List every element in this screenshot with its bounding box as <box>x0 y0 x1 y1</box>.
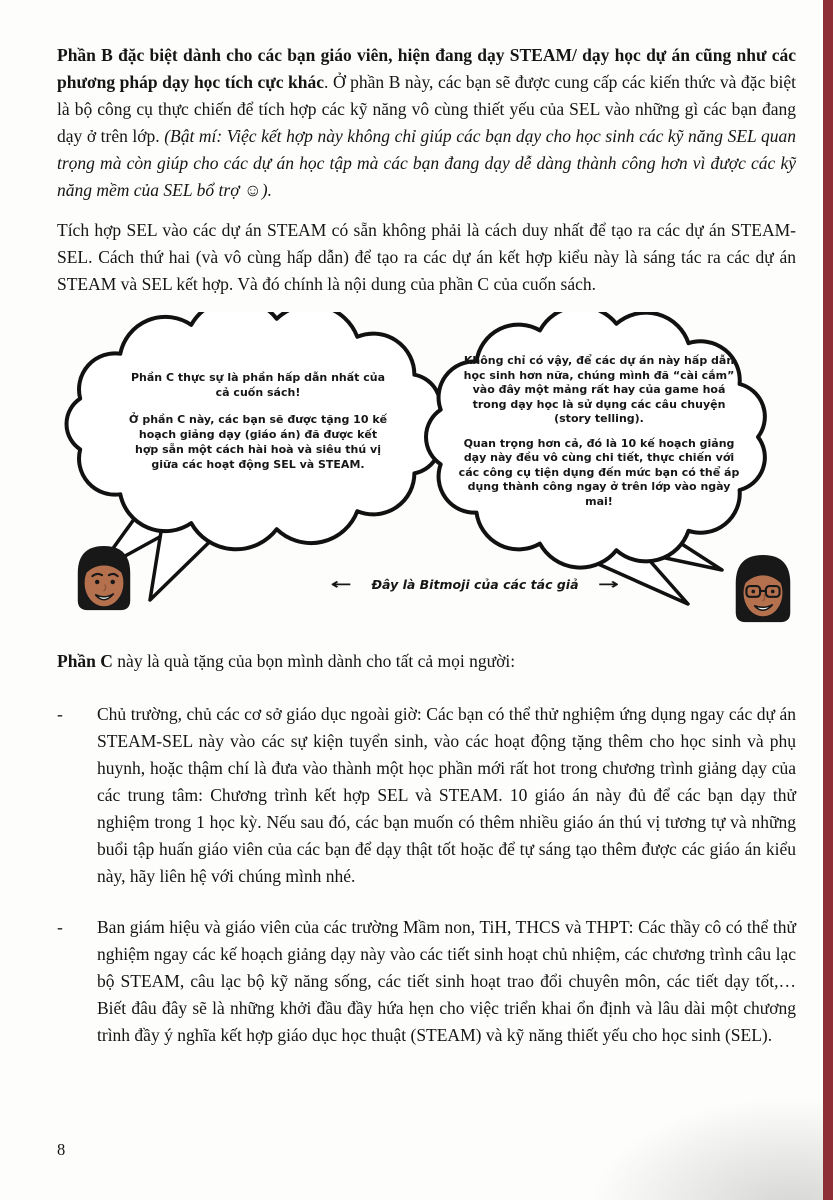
author-avatar-left <box>70 540 138 627</box>
part-c-lead-bold: Phần C <box>57 651 113 671</box>
page-edge-stripe <box>823 0 833 1200</box>
page-content <box>57 0 796 1049</box>
author-avatar-right <box>726 548 800 637</box>
arrow-right-icon: → <box>598 575 620 593</box>
part-b-italic-note: (Bật mí: Việc kết hợp này không chỉ giúp các bạn dạy cho học sinh các kỹ năng SEL quan trọng mà còn giúp cho các dự án học tập mà các bạn đang dạy dễ dàng thành công hơn vì được các kỹ năng mềm của SEL bổ trợ ☺). <box>57 126 796 200</box>
part-b-body-text: . Ở phần B này, các bạn sẽ được cung cấp các kiến thức và đặc biệt là bộ công cụ thực chiến để tích hợp các kỹ năng vô cùng thiết yếu của SEL vào những gì các bạn đang dạy ở trên lớp. <box>57 72 796 146</box>
list-item-text: Ban giám hiệu và giáo viên của các trường Mầm non, TiH, THCS và THPT: Các thầy cô có thể thử nghiệm ngay các kế hoạch giảng dạy này vào các tiết sinh hoạt chủ nhiệm, các chương trình câu lạc bộ STEAM, câu lạc bộ kỹ năng sống, các tiết sinh hoạt trao đổi chuyên môn, các tiết dạy tốt,… Biết đâu đây sẽ là những khởi đầu đầy hứa hẹn cho việc triển khai ổn định và lâu dài một chương trình đầy ý nghĩa kết hợp giáo dục học thuật (STEAM) và kỹ năng thiết yếu cho học sinh (SEL). <box>97 917 796 1045</box>
bubble-right-line1: Không chỉ có vậy, để các dự án này hấp dẫn học sinh hơn nữa, chúng mình đã “cài cắm” vào đây một mảng rất hay của game hoá trong dạy học là sử dụng các câu chuyện (story telling). <box>463 354 735 425</box>
bitmoji-caption <box>330 575 620 593</box>
arrow-left-icon: ← <box>330 575 352 593</box>
paragraph-part-b <box>57 42 796 204</box>
speech-bubble-left <box>126 370 390 472</box>
list-item-text: Chủ trường, chủ các cơ sở giáo dục ngoài giờ: Các bạn có thể thử nghiệm ứng dụng ngay các dự án STEAM-SEL này vào các sự kiện tuyển sinh, vào các hoạt động tặng thêm cho học sinh và phụ huynh, hoặc thậm chí là đưa vào thành một học phần mới rất hot trong chương trình giảng dạy của các trung tâm: Chương trình kết hợp SEL và STEAM. 10 giáo án này đủ để các bạn dạy thử nghiệm trong 1 học kỳ. Nếu sau đó, các bạn muốn có thêm nhiều giáo án thú vị tương tự và những buổi tập huấn giáo viên của các bạn để dạy thật tốt hoặc để tự sáng tạo thêm được các giáo án kiểu này, hãy liên hệ với chúng mình nhé. <box>97 704 796 886</box>
part-c-audience-list <box>57 701 796 1049</box>
bubble-left-line2: Ở phần C này, các bạn sẽ được tặng 10 kế hoạch giảng dạy (giáo án) đã được kết hợp sẵn một cách hài hoà và siêu thú vị giữa các hoạt động SEL và STEAM. <box>128 413 388 471</box>
bitmoji-caption-text: Đây là Bitmoji của các tác giả <box>371 576 579 592</box>
page-number: 8 <box>57 1140 66 1159</box>
bubble-left-line1: Phần C thực sự là phần hấp dẫn nhất của cả cuốn sách! <box>130 371 386 399</box>
list-item <box>57 914 796 1049</box>
authors-bitmoji-figure <box>0 312 833 632</box>
list-item <box>57 701 796 890</box>
speech-bubble-right <box>458 354 740 509</box>
part-b-lead-bold: Phần B đặc biệt dành cho các bạn giáo viên, hiện đang dạy STEAM/ dạy học dự án cũng như các phương pháp dạy học tích cực khác <box>57 45 796 92</box>
part-c-lead-rest: này là quà tặng của bọn mình dành cho tất cả mọi người: <box>112 651 516 671</box>
paragraph-part-c-intro: Tích hợp SEL vào các dự án STEAM có sẵn không phải là cách duy nhất để tạo ra các dự án STEAM-SEL. Cách thứ hai (và vô cùng hấp dẫn) để tạo ra các dự án kết hợp kiểu này là sáng tác ra các dự án STEAM và SEL kết hợp. Và đó chính là nội dung của phần C của cuốn sách. <box>57 220 796 294</box>
bullet-dash: - <box>57 704 63 724</box>
scan-shadow <box>595 1100 825 1200</box>
bubble-right-line2: Quan trọng hơn cả, đó là 10 kế hoạch giảng dạy này đều vô cùng chi tiết, thực chiến với các công cụ tiện dụng đến mức bạn có thể áp dụng thành công ngay ở trên lớp vào ngày mai! <box>458 436 740 508</box>
bullet-dash: - <box>57 917 63 937</box>
part-c-lead <box>57 648 796 675</box>
